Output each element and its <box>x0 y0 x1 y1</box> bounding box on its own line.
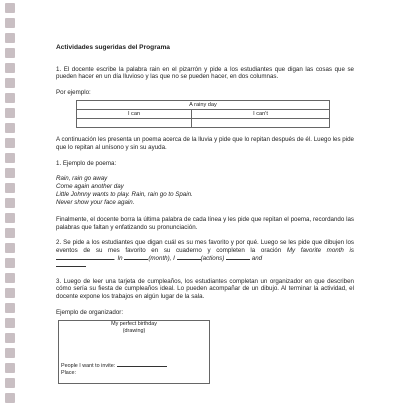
sentence-part: (month), I <box>148 254 175 262</box>
activity-2-text <box>56 239 354 269</box>
binding-hole <box>5 363 15 373</box>
binding-hole <box>5 303 15 313</box>
binding-hole <box>5 33 15 43</box>
organizer-line-invite <box>59 363 209 370</box>
blank-line <box>226 259 250 260</box>
invite-label: People I want to invite: <box>61 363 116 370</box>
binding-hole <box>5 348 15 358</box>
binding-hole <box>5 288 15 298</box>
binding-hole <box>5 333 15 343</box>
rainy-day-table <box>76 100 330 128</box>
table-cell <box>192 119 330 128</box>
binding-hole <box>5 228 15 238</box>
organizer-line-place: Place: <box>61 370 76 377</box>
poem-line: Little Johnny wants to play. Rain, rain go to Spain. <box>56 191 193 199</box>
document-page <box>56 44 354 384</box>
blank-line <box>124 259 148 260</box>
finally-text: Finalmente, el docente borra la última palabra de cada línea y les pide que repitan el poema, recordando las palabras que faltan y enfatizando su pronunciación. <box>56 216 354 231</box>
poem-line: Rain, rain go away <box>56 175 108 183</box>
table-header-cant: I can't <box>192 110 330 119</box>
sentence-part: . In <box>114 254 123 262</box>
sentence-part: My favorite month is <box>286 246 354 254</box>
activity-1-text: 1. El docente escribe la palabra rain en el pizarrón y pide a los estudiantes que digan las cosas que se pueden hacer en un día lluvioso y las que no se pueden hacer, en dos columnas. <box>56 65 354 81</box>
binding-hole <box>5 198 15 208</box>
binding-hole <box>5 63 15 73</box>
poem-line: Never show your face again. <box>56 199 135 207</box>
sentence-part: (actions) <box>200 254 225 262</box>
birthday-organizer <box>58 320 210 384</box>
organizer-label: Ejemplo de organizador: <box>56 308 124 316</box>
binding-hole <box>5 138 15 148</box>
table-cell <box>77 119 192 128</box>
activity-3-text: 3. Luego de leer una tarjeta de cumpleaños, los estudiantes completan un organizador en que describen cómo sería su fiesta de cumpleaños ideal. Lo pueden acompañar de un dibujo. Al terminar la actividad, el docente expone los trabajos en algún lugar de la sala. <box>56 277 354 300</box>
drawing-area <box>59 335 209 363</box>
binding-hole <box>5 123 15 133</box>
binding-hole <box>5 393 15 403</box>
blank-line <box>117 366 167 367</box>
blank-line <box>56 266 86 267</box>
binding-hole <box>5 243 15 253</box>
binding-hole <box>5 93 15 103</box>
binding-hole <box>5 168 15 178</box>
table-title: A rainy day <box>77 101 330 110</box>
binding-hole <box>5 213 15 223</box>
poem <box>56 175 354 207</box>
binding-hole <box>5 183 15 193</box>
organizer-title: My perfect birthday <box>111 321 157 328</box>
binding-strip <box>0 0 24 400</box>
poem-intro-text: A continuación les presenta un poema acerca de la lluvia y pide que lo repitan después de él. Luego les pide que lo repitan al unísono y sin su ayuda. <box>56 136 354 151</box>
binding-hole <box>5 3 15 13</box>
blank-line <box>177 259 201 260</box>
page-heading: Actividades sugeridas del Programa <box>56 44 170 51</box>
binding-hole <box>5 18 15 28</box>
table-header-can: I can <box>77 110 192 119</box>
blank-line <box>56 259 114 260</box>
binding-hole <box>5 48 15 58</box>
sentence-part: and <box>251 254 263 262</box>
binding-hole <box>5 78 15 88</box>
organizer-subtitle: (drawing) <box>122 328 146 335</box>
poem-line: Come again another day <box>56 183 124 191</box>
example-label: Por ejemplo: <box>56 88 91 96</box>
binding-hole <box>5 108 15 118</box>
binding-hole <box>5 378 15 388</box>
binding-hole <box>5 258 15 268</box>
binding-hole <box>5 153 15 163</box>
binding-hole <box>5 318 15 328</box>
binding-hole <box>5 273 15 283</box>
poem-label: 1. Ejemplo de poema: <box>56 159 117 167</box>
activity-2-body: 2. Se pide a los estudiantes que digan cuál es su mes favorito y por qué. Luego se les pide que dibujen los eventos de su mes favorito en su cuaderno y completen la oración <box>56 239 354 254</box>
